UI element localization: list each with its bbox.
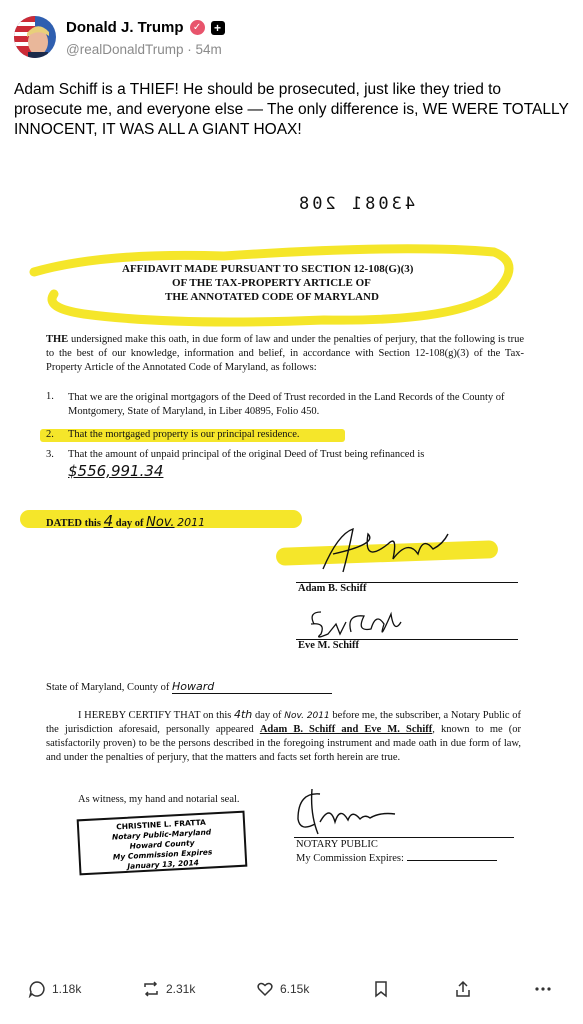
post-time[interactable]: 54m	[195, 42, 222, 57]
reply-icon	[28, 980, 46, 998]
item-3-number: 3.	[46, 449, 54, 460]
certify-rest: , known to me (or satisfactorily proven) to be the persons described in the foregoing instrument and made oath in due form of law, and under the penalties of perjury, that the matters and facts set forth herein are true.	[46, 724, 522, 763]
notary-public-label: NOTARY PUBLIC	[296, 839, 378, 850]
notary-stamp	[77, 811, 248, 876]
certify-day: 4th	[234, 708, 253, 721]
reply-count: 1.18k	[52, 982, 82, 996]
author-handle-row	[66, 42, 222, 57]
intro-bold: THE	[46, 334, 69, 345]
reply-button[interactable]	[28, 980, 81, 998]
county-value: Howard	[172, 680, 332, 694]
notary-signature-image	[290, 784, 400, 839]
repost-button[interactable]	[142, 980, 195, 998]
post-actions-bar	[0, 980, 583, 1010]
document-title-line2: OF THE TAX-PROPERTY ARTICLE OF	[172, 277, 371, 289]
bookmark-icon	[372, 980, 390, 998]
certify-month: Nov. 2011	[284, 711, 330, 721]
item-2-text: That the mortgaged property is our principal residence.	[68, 429, 300, 440]
stamp-line-4: My Commission Expires	[112, 847, 213, 862]
document-title-line3: THE ANNOTATED CODE OF MARYLAND	[165, 291, 379, 303]
certify-paragraph	[46, 708, 521, 765]
intro-text: undersigned make this oath, in due form of law and under the penalties of perjury, that the following is true to the best of our knowledge, information and belief, in accordance with Section 12-108(g)(3) of the Tax-Property Article of the Annotated Code of Maryland, as follows:	[46, 334, 524, 373]
post-text: Adam Schiff is a THIEF! He should be prosecuted, just like they tried to prosecute me, and everyone else — The only difference is, WE WERE TOTALLY INNOCENT, IT WAS ALL A GIANT HOAX!	[14, 81, 569, 138]
like-button[interactable]	[256, 980, 309, 998]
certify-c: before me, the subscriber, a Notary	[332, 710, 481, 721]
more-icon	[534, 980, 552, 998]
dated-day: 4	[103, 512, 114, 530]
bookmark-button[interactable]	[372, 980, 390, 998]
certify-line2: Public of the jurisdiction aforesaid, personally appeared	[46, 710, 521, 735]
state-label: State of Maryland, County of	[46, 682, 170, 693]
more-options-button[interactable]	[534, 980, 552, 998]
unpaid-amount: $556,991.34	[68, 462, 164, 480]
certify-b: day of	[254, 710, 282, 721]
stamp-line-3: Howard County	[129, 838, 195, 851]
dated-label: DATED this	[46, 518, 101, 529]
plus-badge-icon: +	[211, 21, 225, 35]
item-2-number: 2.	[46, 429, 54, 440]
item-1-number: 1.	[46, 391, 54, 402]
heart-icon	[256, 980, 274, 998]
stamp-line-1: CHRISTINE L. FRATTA	[116, 817, 207, 832]
dated-year: 2011	[177, 516, 206, 529]
adam-signature-image	[318, 524, 458, 579]
notary-signature-line	[294, 837, 514, 838]
repost-icon	[142, 980, 160, 998]
share-button[interactable]	[454, 980, 472, 998]
repost-count: 2.31k	[166, 982, 196, 996]
separator-dot: ·	[187, 42, 192, 57]
dated-line	[46, 512, 205, 530]
certify-names: Adam B. Schiff and Eve M. Schiff	[259, 724, 433, 735]
author-name-row	[66, 19, 225, 36]
item-3-text: That the amount of unpaid principal of the original Deed of Trust being refinanced is	[68, 449, 425, 460]
signer-2-name: Eve M. Schiff	[298, 640, 359, 651]
author-handle[interactable]: @realDonaldTrump	[66, 42, 184, 57]
signer-1-name: Adam B. Schiff	[298, 583, 367, 594]
item-1-text: That we are the original mortgagors of the Deed of Trust recorded in the Land Records of the County of Montgomery, State of Maryland, in Liber 40895, Folio 450.	[68, 392, 505, 417]
verified-badge-icon: ✓	[190, 20, 205, 35]
stamp-line-5: January 13, 2014	[127, 858, 200, 871]
document-record-numbers: 43081 208	[296, 194, 416, 214]
witness-text: As witness, my hand and notarial seal.	[78, 794, 240, 805]
document-title-line1: AFFIDAVIT MADE PURSUANT TO SECTION 12-108(G)(3)	[122, 263, 414, 275]
dated-mid: day of	[115, 518, 144, 529]
state-county-line	[46, 680, 332, 694]
stamp-line-2: Notary Public-Maryland	[111, 827, 212, 842]
avatar[interactable]	[14, 16, 56, 58]
author-display-name[interactable]: Donald J. Trump	[66, 19, 184, 36]
commission-label-text: My Commission Expires:	[296, 853, 404, 864]
dated-month: Nov.	[146, 515, 175, 530]
document-intro	[46, 333, 524, 375]
commission-blank	[407, 860, 497, 861]
certify-a: I HEREBY CERTIFY THAT on this	[78, 710, 232, 721]
share-icon	[454, 980, 472, 998]
commission-label	[296, 853, 497, 864]
like-count: 6.15k	[280, 982, 310, 996]
attached-document-image[interactable]	[0, 172, 583, 972]
